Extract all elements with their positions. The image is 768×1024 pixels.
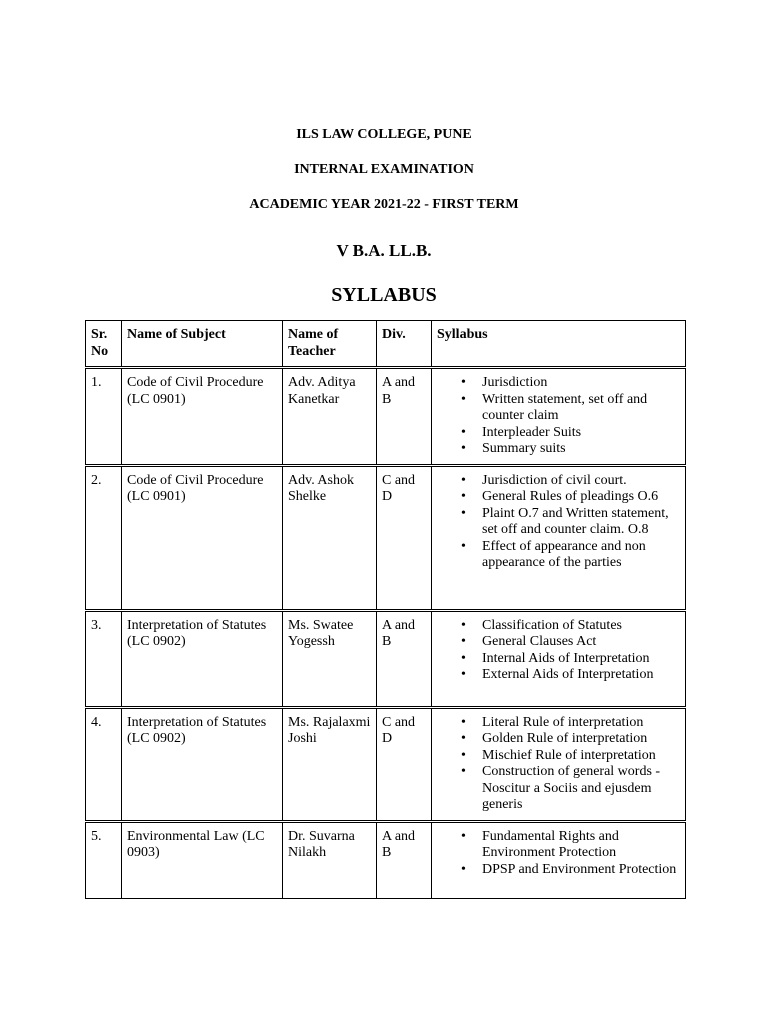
list-item: • Golden Rule of interpretation xyxy=(482,731,680,748)
cell-div: A and B xyxy=(377,821,432,898)
list-item: • Written statement, set off and counter claim xyxy=(482,392,680,425)
college-name: ILS LAW COLLEGE, PUNE xyxy=(296,127,472,142)
cell-teacher: Ms. Rajalaxmi Joshi xyxy=(283,707,377,821)
cell-syllabus xyxy=(432,465,686,610)
academic-year: ACADEMIC YEAR 2021-22 - FIRST TERM xyxy=(249,197,519,212)
cell-sr-no: 3. xyxy=(86,610,122,707)
cell-syllabus xyxy=(432,821,686,898)
cell-syllabus xyxy=(432,707,686,821)
cell-sr-no: 4. xyxy=(86,707,122,821)
cell-syllabus xyxy=(432,610,686,707)
cell-subject: Code of Civil Procedure (LC 0901) xyxy=(122,465,283,610)
page-title: SYLLABUS xyxy=(331,284,437,306)
cell-div: A and B xyxy=(377,610,432,707)
syllabus-list xyxy=(437,715,680,814)
cell-teacher: Dr. Suvarna Nilakh xyxy=(283,821,377,898)
syllabus-list xyxy=(437,473,680,572)
cell-sr-no: 2. xyxy=(86,465,122,610)
cell-teacher: Adv. Aditya Kanetkar xyxy=(283,368,377,466)
list-item: • Internal Aids of Interpretation xyxy=(482,651,680,668)
list-item: • Interpleader Suits xyxy=(482,425,680,442)
table-header-row xyxy=(86,321,686,368)
cell-subject: Interpretation of Statutes (LC 0902) xyxy=(122,707,283,821)
header-teacher: Name of Teacher xyxy=(283,321,377,368)
cell-subject: Interpretation of Statutes (LC 0902) xyxy=(122,610,283,707)
syllabus-list xyxy=(437,375,680,458)
table-row xyxy=(86,821,686,898)
header-subject: Name of Subject xyxy=(122,321,283,368)
cell-div: C and D xyxy=(377,465,432,610)
header-div: Div. xyxy=(377,321,432,368)
list-item: • External Aids of Interpretation xyxy=(482,667,680,684)
syllabus-list xyxy=(437,829,680,879)
syllabus-table xyxy=(85,320,686,899)
list-item: • Construction of general words - Noscitur a Sociis and ejusdem generis xyxy=(482,764,680,814)
list-item: • Literal Rule of interpretation xyxy=(482,715,680,732)
list-item: • General Rules of pleadings O.6 xyxy=(482,489,680,506)
list-item: • Classification of Statutes xyxy=(482,618,680,635)
list-item: • Fundamental Rights and Environment Protection xyxy=(482,829,680,862)
table-row xyxy=(86,707,686,821)
syllabus-list xyxy=(437,618,680,684)
header-sr-no: Sr. No xyxy=(86,321,122,368)
exam-title: INTERNAL EXAMINATION xyxy=(294,162,474,177)
list-item: • Summary suits xyxy=(482,441,680,458)
list-item: • DPSP and Environment Protection xyxy=(482,862,680,879)
cell-syllabus xyxy=(432,368,686,466)
list-item: • Jurisdiction of civil court. xyxy=(482,473,680,490)
class-name: V B.A. LL.B. xyxy=(336,241,432,260)
table-row xyxy=(86,610,686,707)
list-item: • Plaint O.7 and Written statement, set off and counter claim. O.8 xyxy=(482,506,680,539)
table-row xyxy=(86,368,686,466)
list-item: • Effect of appearance and non appearance of the parties xyxy=(482,539,680,572)
list-item: • Mischief Rule of interpretation xyxy=(482,748,680,765)
cell-teacher: Ms. Swatee Yogessh xyxy=(283,610,377,707)
cell-sr-no: 5. xyxy=(86,821,122,898)
table-row xyxy=(86,465,686,610)
list-item: • General Clauses Act xyxy=(482,634,680,651)
cell-teacher: Adv. Ashok Shelke xyxy=(283,465,377,610)
cell-div: A and B xyxy=(377,368,432,466)
cell-subject: Code of Civil Procedure (LC 0901) xyxy=(122,368,283,466)
cell-div: C and D xyxy=(377,707,432,821)
list-item: • Jurisdiction xyxy=(482,375,680,392)
cell-sr-no: 1. xyxy=(86,368,122,466)
cell-subject: Environmental Law (LC 0903) xyxy=(122,821,283,898)
header-syllabus: Syllabus xyxy=(432,321,686,368)
